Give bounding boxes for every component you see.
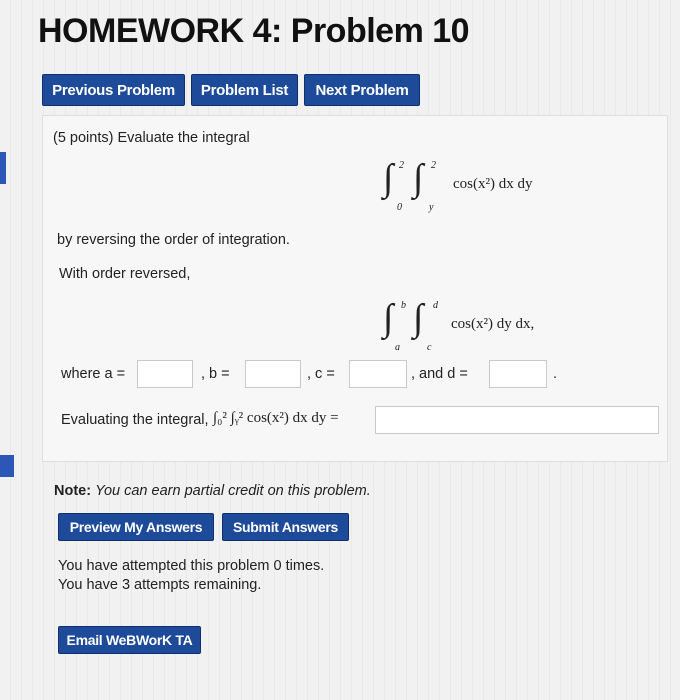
outer-upper-limit: b (401, 300, 406, 311)
answer-a-input[interactable] (137, 360, 193, 388)
reversing-text: by reversing the order of integration. (57, 232, 290, 248)
c-label: , c = (307, 366, 335, 382)
evaluating-text: Evaluating the integral, (61, 412, 209, 428)
attempts-line-2: You have 3 attempts remaining. (58, 577, 262, 593)
answer-value-input[interactable] (375, 406, 659, 434)
problem-intro: (5 points) Evaluate the integral (53, 130, 250, 146)
integrand-2: cos(x²) dy dx, (451, 316, 535, 332)
outer-integral-sign: ∫ (383, 297, 394, 339)
period: . (553, 366, 558, 382)
attempts-line-1: You have attempted this problem 0 times. (58, 558, 325, 574)
d-label: , and d = (411, 366, 468, 382)
problem-list-button[interactable]: Problem List (191, 74, 298, 106)
inner-integral-sign: ∫ (413, 157, 424, 199)
next-problem-button[interactable]: Next Problem (304, 74, 420, 106)
where-a-label: where a = (61, 366, 126, 382)
problem-box (42, 115, 668, 462)
integrand-1: cos(x²) dx dy (453, 176, 533, 192)
page-title: HOMEWORK 4: Problem 10 (38, 12, 470, 50)
b-label: , b = (201, 366, 230, 382)
submit-answers-button[interactable]: Submit Answers (222, 513, 349, 541)
answer-d-input[interactable] (489, 360, 547, 388)
inner-lower-limit: y (429, 202, 434, 213)
side-tab-upper (0, 152, 6, 184)
outer-upper-limit: 2 (399, 160, 404, 171)
outer-lower-limit: a (395, 342, 400, 353)
previous-problem-button[interactable]: Previous Problem (42, 74, 185, 106)
inner-lower-limit: c (427, 342, 432, 353)
note-label: Note: (54, 483, 92, 499)
reversed-text: With order reversed, (59, 266, 191, 282)
outer-lower-limit: 0 (397, 202, 402, 213)
answer-c-input[interactable] (349, 360, 407, 388)
answer-b-input[interactable] (245, 360, 301, 388)
inner-upper-limit: d (433, 300, 438, 311)
preview-answers-button[interactable]: Preview My Answers (58, 513, 214, 541)
integral-display-1 (383, 156, 603, 216)
side-tab-lower (0, 455, 14, 477)
note-line (54, 483, 371, 499)
email-ta-button[interactable]: Email WeBWorK TA (58, 626, 201, 654)
integral-display-2 (383, 296, 603, 356)
inner-integral-sign: ∫ (413, 297, 424, 339)
outer-integral-sign: ∫ (383, 157, 394, 199)
inner-upper-limit: 2 (431, 160, 436, 171)
inline-integral: ∫₀² ∫ᵧ² cos(x²) dx dy = (213, 410, 339, 426)
note-text: You can earn partial credit on this problem. (95, 483, 371, 499)
